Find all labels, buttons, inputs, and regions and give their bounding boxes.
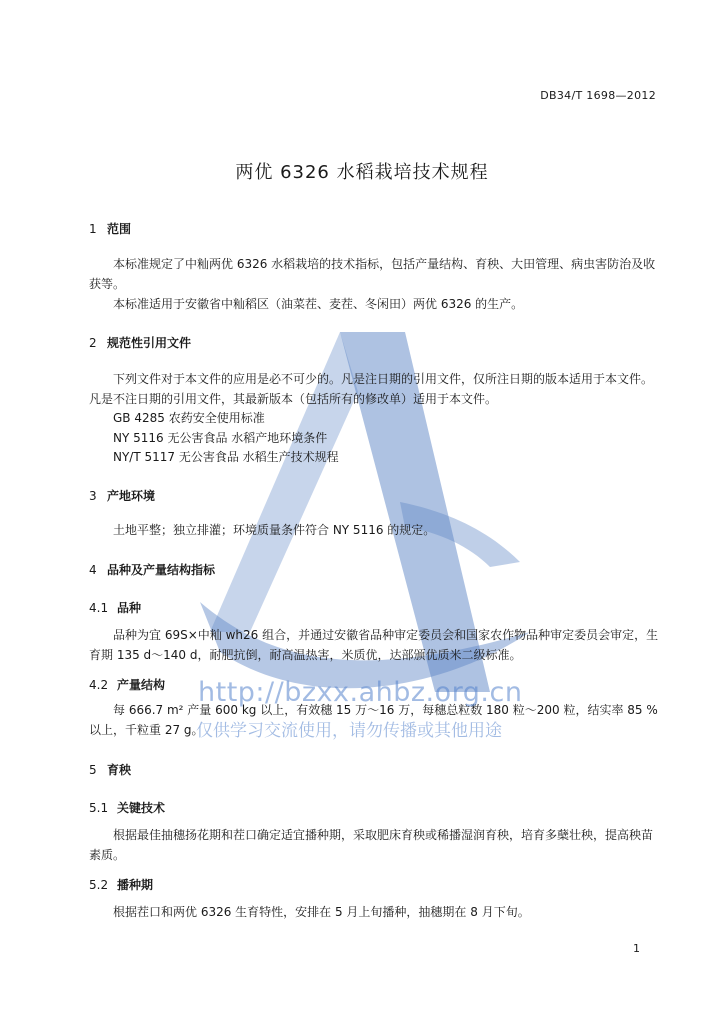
- section-2-paragraph-1: 下列文件对于本文件的应用是必不可少的。凡是注日期的引用文件，仅所注日期的版本适用于本文件。凡是不注日期的引用文件，其最新版本（包括所有的修改单）适用于本文件。: [89, 372, 654, 406]
- section-number: 3: [89, 489, 97, 503]
- section-title: 品种: [117, 601, 142, 615]
- section-1-paragraph-2: 本标准适用于安徽省中籼稻区（油菜茬、麦茬、冬闲田）两优 6326 的生产。: [113, 297, 524, 311]
- section-number: 5: [89, 763, 97, 777]
- page-number: 1: [633, 942, 640, 955]
- section-5-heading: [89, 761, 131, 778]
- watermark-url: http://bzxx.ahbz.org.cn: [198, 677, 523, 708]
- section-4-heading: [89, 561, 215, 578]
- section-number: 4.2: [89, 678, 109, 692]
- section-title: 产地环境: [107, 489, 156, 503]
- reference-item: NY 5116 无公害食品 水稻产地环境条件: [113, 431, 328, 445]
- standard-code: DB34/T 1698—2012: [540, 89, 656, 102]
- section-5-2-paragraph-1: 根据茬口和两优 6326 生育特性，安排在 5 月上旬播种，抽穗期在 8 月下旬。: [113, 905, 530, 919]
- watermark-text: 仅供学习交流使用，请勿传播或其他用途: [196, 721, 502, 741]
- section-5-1-heading: [89, 799, 165, 816]
- section-number: 4.1: [89, 601, 109, 615]
- document-title: 两优 6326 水稻栽培技术规程: [235, 162, 489, 183]
- section-number: 5.1: [89, 801, 109, 815]
- section-title: 产量结构: [117, 678, 166, 692]
- section-1-heading: [89, 220, 131, 237]
- section-title: 规范性引用文件: [107, 336, 192, 350]
- section-title: 品种及产量结构指标: [107, 563, 216, 577]
- section-1-paragraph-1: 本标准规定了中籼两优 6326 水稻栽培的技术指标，包括产量结构、育秧、大田管理、病虫害防治及收获等。: [89, 257, 656, 291]
- section-title: 播种期: [117, 878, 154, 892]
- section-number: 4: [89, 563, 97, 577]
- reference-item: NY/T 5117 无公害食品 水稻生产技术规程: [113, 450, 339, 464]
- section-4-2-heading: [89, 676, 165, 693]
- section-title: 育秧: [107, 763, 132, 777]
- section-4-1-paragraph-1: 品种为宜 69S×中籼 wh26 组合，并通过安徽省品种审定委员会和国家农作物品种审定委员会审定，生育期 135 d～140 d，耐肥抗倒，耐高温热害，米质优，达部颁优质米二级标准。: [89, 628, 659, 662]
- section-3-heading: [89, 487, 155, 504]
- section-number: 1: [89, 222, 97, 236]
- section-3-paragraph-1: 土地平整；独立排灌；环境质量条件符合 NY 5116 的规定。: [113, 523, 436, 537]
- section-title: 关键技术: [117, 801, 166, 815]
- section-4-1-heading: [89, 599, 141, 616]
- section-5-2-heading: [89, 876, 153, 893]
- section-5-1-paragraph-1: 根据最佳抽穗扬花期和茬口确定适宜播种期，采取肥床育秧或稀播湿润育秧，培育多蘖壮秧，提高秧苗素质。: [89, 828, 654, 862]
- section-title: 范围: [107, 222, 132, 236]
- section-4-2-paragraph-1: 每 666.7 m² 产量 600 kg 以上，有效穗 15 万～16 万，每穗总粒数 180 粒～200 粒，结实率 85 %以上，千粒重 27 g。: [89, 703, 658, 737]
- section-number: 5.2: [89, 878, 109, 892]
- section-2-heading: [89, 334, 191, 351]
- section-number: 2: [89, 336, 97, 350]
- reference-item: GB 4285 农药安全使用标准: [113, 411, 265, 425]
